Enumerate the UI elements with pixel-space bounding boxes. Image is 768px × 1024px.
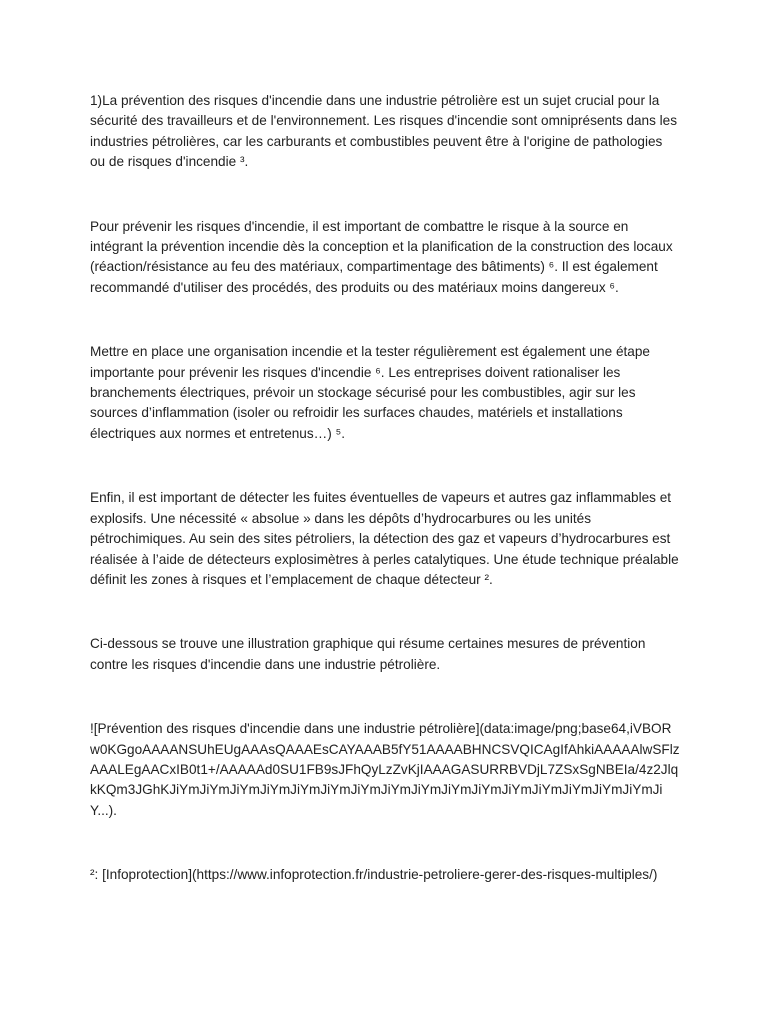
paragraph-illustration-intro: Ci-dessous se trouve une illustration graphique qui résume certaines mesures de prévention contre les risques d'incendie dans une industrie pétrolière. bbox=[90, 636, 646, 672]
paragraph-prevention-source: Pour prévenir les risques d'incendie, il est important de combattre le risque à la source en intégrant la prévention incendie dès la conception et la planification de la construction des locaux (réaction/résistance au feu des matériaux, compartimentage des bâtiments) ⁶. Il est également recommandé d'utiliser des procédés, des produits ou des matériaux moins dangereux ⁶. bbox=[90, 218, 673, 295]
paragraph-image-markdown: ![Prévention des risques d'incendie dans une industrie pétrolière](data:image/png;base64,iVBORw0KGgoAAAANSUhEUgAAAsQAAAEsCAYAAAB5fY51AAAABHNCSVQICAgIfAhkiAAAAAlwSFlzAAALEgAACxIB0t1+/AAAAAd0SU1FB9sJFhQyLzZvKjIAAAGASURRBVDjL7ZSxSgNBEIa/4z2JlqkKQm3JGhKJiYmJiYmJiYmJiYmJiYmJiYmJiYmJiYmJiYmJiYmJiYmJiYmJiYmJiYmJiYmJiYmJiY...). bbox=[90, 721, 680, 818]
paragraph-intro: 1)La prévention des risques d'incendie dans une industrie pétrolière est un sujet crucial pour la sécurité des travailleurs et de l'environnement. Les risques d'incendie sont omniprésents dans les industries pétrolières, car les carburants et combustibles peuvent être à l'origine de pathologies ou de risques d'incendie ³. bbox=[90, 93, 678, 170]
paragraph-organisation: Mettre en place une organisation incendie et la tester régulièrement est également une étape importante pour prévenir les risques d'incendie ⁶. Les entreprises doivent rationaliser les branchements électriques, prévoir un stockage sécurisé pour les combustibles, agir sur les sources d’inflammation (isoler ou refroidir les surfaces chaudes, matériels et installations électriques aux normes et entretenus…) ⁵. bbox=[90, 344, 650, 441]
paragraph-detection: Enfin, il est important de détecter les fuites éventuelles de vapeurs et autres gaz inflammables et explosifs. Une nécessité « absolue » dans les dépôts d’hydrocarbures ou les unités pétrochimiques. Au sein des sites pétroliers, la détection des gaz et vapeurs d’hydrocarbures est réalisée à l’aide de détecteurs explosimètres à perles catalytiques. Une étude technique préalable définit les zones à risques et l’emplacement de chaque détecteur ². bbox=[90, 490, 679, 587]
footnote-reference: ²: [Infoprotection](https://www.infoprotection.fr/industrie-petroliere-gerer-des-risques-multiples/) bbox=[90, 867, 658, 883]
document-body bbox=[90, 91, 680, 886]
